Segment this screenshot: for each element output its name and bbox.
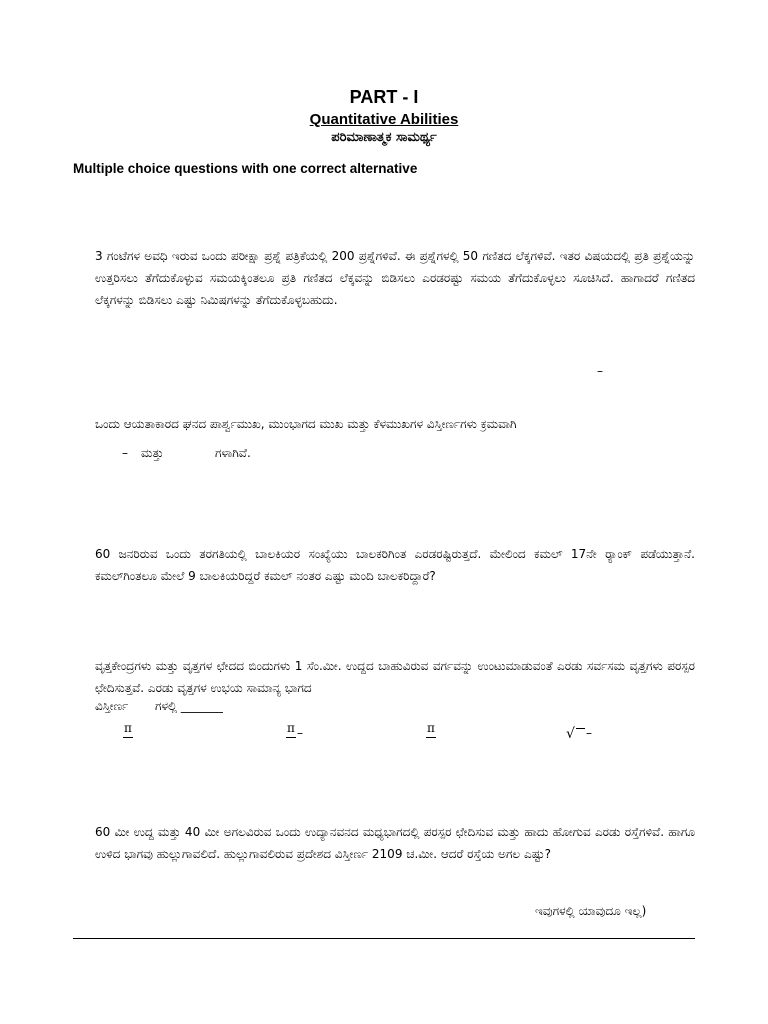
option-a-fraction-bar [123, 737, 133, 738]
section-title: Quantitative Abilities [309, 111, 459, 128]
question-2-tail: ಗಳಾಗಿವೆ. [215, 446, 251, 460]
question-2-and: ಮತ್ತು [141, 446, 164, 460]
option-d-dash: – [586, 726, 592, 740]
question-4-text: ವೃತ್ತಕೇಂದ್ರಗಳು ಮತ್ತು ವೃತ್ತಗಳ ಛೇದದ ಬಿಂದುಗಳು 1 ಸೆಂ.ಮೀ. ಉದ್ದದ ಬಾಹುವಿರುವ ವರ್ಗವನ್ನು ಉಂಟುಮಾಡುವಂತೆ ಎರಡು ಸರ್ವಸಮ ವೃತ್ತಗಳು ಪರಸ್ಪರ ಛೇದಿಸುತ್ತವೆ. ಎರಡು ವೃತ್ತಗಳ ಉಭಯ ಸಾಮಾನ್ಯ ಭಾಗದ [95, 659, 695, 695]
question-2-text: ಒಂದು ಆಯತಾಕಾರದ ಘನದ ಪಾರ್ಶ್ವಮುಖ, ಮುಂಭಾಗದ ಮುಖ ಮತ್ತು ಕೆಳಮುಖಗಳ ವಿಸ್ತೀರ್ಣಗಳು ಕ್ರಮವಾಗಿ [95, 417, 517, 431]
option-b-fraction-bar [286, 737, 296, 738]
option-d-sqrt: √ [566, 726, 575, 742]
option-b-pi: π [287, 721, 295, 735]
option-c-fraction-bar [426, 737, 436, 738]
question-2-dash: – [122, 446, 128, 460]
part-heading: PART - I [349, 87, 419, 107]
option-b-dash: – [297, 726, 303, 740]
footer-rule [73, 938, 695, 939]
question-5-option: ಇವುಗಳಲ್ಲಿ ಯಾವುದೂ ಇಲ್ಲ) [535, 904, 647, 918]
option-d-radical-bar [576, 728, 585, 729]
question-1-dash: – [597, 364, 603, 378]
instructions: Multiple choice questions with one correct alternative [73, 161, 418, 176]
question-1-text: 3 ಗಂಟೆಗಳ ಅವಧಿ ಇರುವ ಒಂದು ಪರೀಕ್ಷಾ ಪ್ರಶ್ನೆ ಪತ್ರಿಕೆಯಲ್ಲಿ 200 ಪ್ರಶ್ನೆಗಳಿವೆ. ಈ ಪ್ರಶ್ನೆಗಳಲ್ಲಿ 50 ಗಣಿತದ ಲೆಕ್ಕಗಳಿವೆ. ಇತರ ವಿಷಯದಲ್ಲಿ ಪ್ರತಿ ಪ್ರಶ್ನೆಯನ್ನು ಉತ್ತರಿಸಲು ತೆಗೆದುಕೊಳ್ಳುವ ಸಮಯಕ್ಕಿಂತಲೂ ಪ್ರತಿ ಗಣಿತದ ಲೆಕ್ಕವನ್ನು ಬಿಡಿಸಲು ಎರಡರಷ್ಟು ಸಮಯ ತೆಗೆದುಕೊಳ್ಳಲು ಸೂಚಿಸಿದೆ. ಹಾಗಾದರೆ ಗಣಿತದ ಲೆಕ್ಕಗಳನ್ನು ಬಿಡಿಸಲು ಎಷ್ಟು ನಿಮಿಷಗಳನ್ನು ತೆಗೆದುಕೊಳ್ಳಬಹುದು. [95, 249, 695, 307]
question-5-text: 60 ಮೀ ಉದ್ದ ಮತ್ತು 40 ಮೀ ಅಗಲವಿರುವ ಒಂದು ಉದ್ಯಾನವನದ ಮಧ್ಯಭಾಗದಲ್ಲಿ ಪರಸ್ಪರ ಛೇದಿಸುವ ಮತ್ತು ಹಾದು ಹೋಗುವ ಎರಡು ರಸ್ತೆಗಳಿವೆ. ಹಾಗೂ ಉಳಿದ ಭಾಗವು ಹುಲ್ಲುಗಾವಲಿದೆ. ಹುಲ್ಲುಗಾವಲಿರುವ ಪ್ರದೇಶದ ವಿಸ್ತೀರ್ಣ 2109 ಚ.ಮೀ. ಆದರೆ ರಸ್ತೆಯ ಅಗಲ ಎಷ್ಟು? [95, 825, 695, 861]
option-c-pi: π [427, 721, 435, 735]
question-4-last-line: ವಿಸ್ತೀರ್ಣ ಗಳಲ್ಲಿ _______ [95, 699, 223, 713]
option-a-pi: π [124, 721, 132, 735]
section-title-kannada: ಪರಿಮಾಣಾತ್ಮಕ ಸಾಮರ್ಥ್ಯ [331, 130, 437, 145]
question-3-text: 60 ಜನರಿರುವ ಒಂದು ತರಗತಿಯಲ್ಲಿ ಬಾಲಕಿಯರ ಸಂಖ್ಯೆಯು ಬಾಲಕರಿಗಿಂತ ಎರಡರಷ್ಟಿರುತ್ತದೆ. ಮೇಲಿಂದ ಕಮಲ್ 17ನೇ ರ್‍ಯಾಂಕ್ ಪಡೆಯುತ್ತಾನೆ. ಕಮಲ್‍ಗಿಂತಲೂ ಮೇಲೆ 9 ಬಾಲಕಿಯರಿದ್ದರೆ ಕಮಲ್ ನಂತರ ಎಷ್ಟು ಮಂದಿ ಬಾಲಕರಿದ್ದಾರೆ? [95, 547, 695, 583]
